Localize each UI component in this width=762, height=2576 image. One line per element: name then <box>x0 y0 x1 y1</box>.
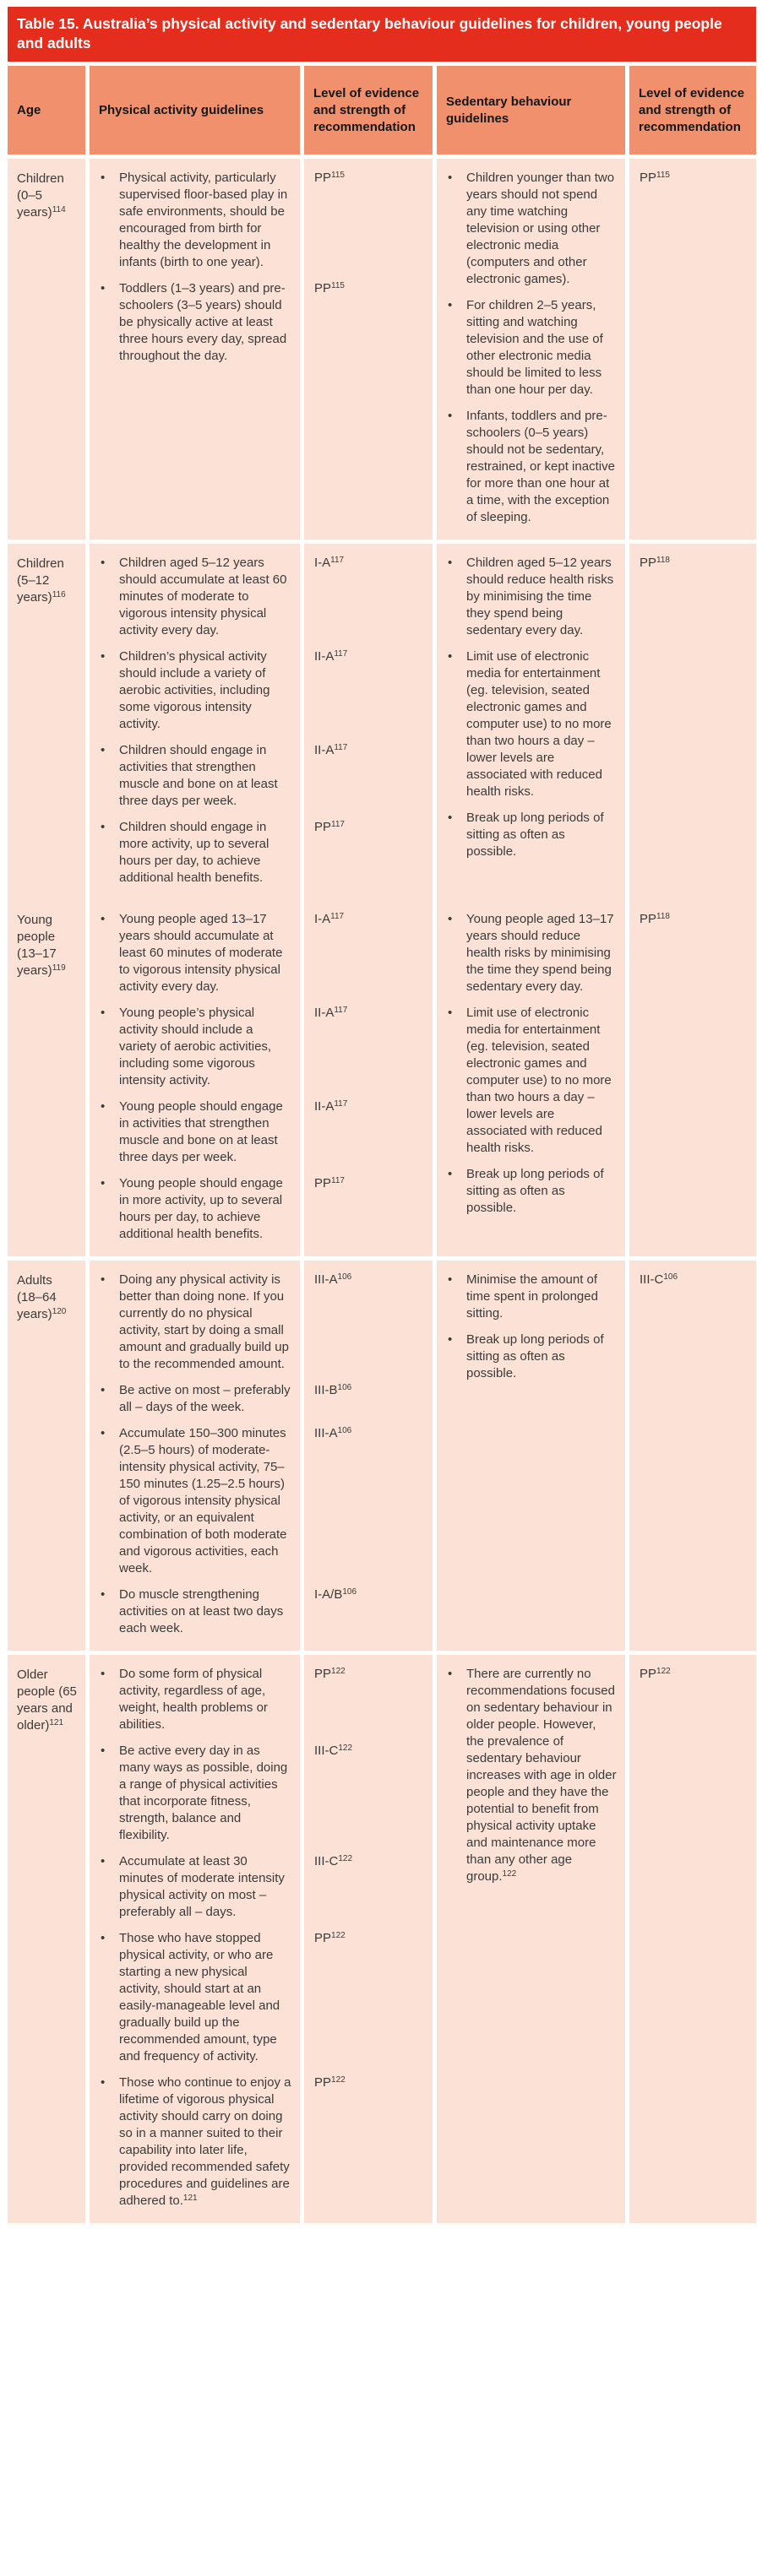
bullet-icon: • <box>448 556 453 570</box>
guideline-bullet <box>437 555 625 639</box>
sedentary-cell <box>437 544 756 900</box>
bullet-icon: • <box>101 1744 106 1758</box>
footnote-ref: 118 <box>656 556 670 565</box>
guideline-bullet <box>90 819 300 887</box>
footnote-ref: 122 <box>331 1667 346 1676</box>
footnote-ref: 120 <box>52 1307 67 1316</box>
bullet-icon: • <box>448 1006 453 1020</box>
evidence-label: PP$^{117}$ <box>314 1176 345 1190</box>
guideline-text: Break up long periods of sitting as often as possible. <box>466 1167 604 1215</box>
footnote-ref: 122 <box>502 1869 517 1879</box>
footnote-ref: 115 <box>331 281 345 290</box>
guideline-text: Infants, toddlers and pre-schoolers (0–5 years) should not be sedentary, restrained, or kept inactive for more than one hour at a time, with the exception of sleeping. <box>466 409 615 524</box>
guideline-bullet <box>437 170 625 288</box>
footnote-ref: 119 <box>52 963 66 973</box>
bullet-icon: • <box>101 1176 106 1190</box>
guideline-text: Toddlers (1–3 years) and pre-schoolers (3–5 years) should be physically active at least three hours every day, spread throughout the day. <box>119 281 287 363</box>
column-header-physical-activity: Physical activity guidelines <box>90 66 300 155</box>
footnote-ref: 106 <box>663 1272 678 1282</box>
guideline-text: There are currently no recommendations focused on sedentary behaviour in older people. However, the prevalence of sedentary behaviour increases with age in older people and they have the potential to benefit from physical activity uptake and maintenance more than any other age group.$^{122}$ <box>466 1667 617 1884</box>
guideline-text: Young people aged 13–17 years should accumulate at least 60 minutes of moderate to vigorous intensity physical activity every day. <box>119 912 283 994</box>
guideline-text: Children should engage in activities that strengthen muscle and bone on at least three days per week. <box>119 743 278 808</box>
table-title: Table 15. Australia’s physical activity and sedentary behaviour guidelines for children, young people and adults <box>8 7 756 62</box>
guideline-text: Accumulate at least 30 minutes of moderate intensity physical activity on most – preferably all – days. <box>119 1854 285 1919</box>
guideline-bullet <box>437 1166 625 1217</box>
evidence-label: III-$C^{106}$ <box>640 1272 678 1287</box>
evidence-label: III-$B^{106}$ <box>314 1383 352 1397</box>
footnote-ref: 122 <box>331 1931 346 1940</box>
sedentary-cell <box>437 1261 756 1651</box>
guideline-bullet <box>437 911 625 995</box>
physical-activity-cell <box>90 544 433 900</box>
footnote-ref: 106 <box>342 1587 357 1597</box>
evidence-label: $I-A^{117}$ <box>314 912 345 926</box>
footnote-ref: 117 <box>334 1006 348 1015</box>
column-header-evidence-pa: Level of evidence and strength of recommendation <box>304 66 433 155</box>
footnote-ref: 117 <box>331 1176 345 1185</box>
guideline-text: Break up long periods of sitting as often as possible. <box>466 1332 604 1380</box>
footnote-ref: 122 <box>338 1854 353 1863</box>
bullet-icon: • <box>101 1854 106 1868</box>
bullet-icon: • <box>448 409 453 423</box>
guideline-text: Those who continue to enjoy a lifetime of vigorous physical activity should carry on doing so in a manner suited to their capability into later life, provided recommended safety procedures and guidelines are adhered to.$^{121}$ <box>119 2075 291 2208</box>
age-cell <box>8 900 85 1256</box>
guideline-text: Those who have stopped physical activity, or who are starting a new physical activity, should start at an easily-manageable level and gradually build up the recommended amount, type and frequency of activity. <box>119 1931 280 2064</box>
bullet-icon: • <box>101 1006 106 1020</box>
evidence-label: PP$^{118}$ <box>640 556 670 570</box>
bullet-icon: • <box>101 1931 106 1945</box>
evidence-label: PP$^{122}$ <box>314 1931 346 1945</box>
evidence-label: PP$^{115}$ <box>640 171 670 185</box>
footnote-ref: 117 <box>330 556 345 565</box>
footnote-ref: 117 <box>331 820 345 829</box>
guideline-bullet <box>437 810 625 860</box>
guideline-bullet <box>90 2074 300 2210</box>
age-cell <box>8 544 85 900</box>
table-row-3 <box>8 1261 756 1651</box>
sedentary-cell <box>437 159 756 540</box>
evidence-label: PP$^{117}$ <box>314 820 345 834</box>
guideline-bullet <box>90 1382 300 1416</box>
age-label: Adults (18–64 years)$^{120}$ <box>17 1273 67 1321</box>
evidence-label: $II-A^{117}$ <box>314 1006 348 1020</box>
table-row-0 <box>8 159 756 540</box>
guideline-text: Limit use of electronic media for entertainment (eg. television, seated electronic games and computer use) to no more than two hours a day – lower levels are associated with reduced health risks. <box>466 1006 612 1155</box>
bullet-icon: • <box>101 1426 106 1440</box>
bullet-icon: • <box>101 1587 106 1602</box>
footnote-ref: 114 <box>52 205 66 214</box>
evidence-label: PP$^{115}$ <box>314 281 345 296</box>
footnote-ref: 122 <box>331 2075 346 2085</box>
bullet-icon: • <box>101 649 106 664</box>
age-label: Children (0–5 years)$^{114}$ <box>17 171 66 220</box>
table-header-row <box>8 66 756 155</box>
physical-activity-cell <box>90 900 433 1256</box>
guideline-bullet <box>437 1666 625 1885</box>
evidence-label: III-$C^{122}$ <box>314 1744 353 1758</box>
evidence-label: $II-A^{117}$ <box>314 649 348 664</box>
guideline-bullet <box>90 1930 300 2065</box>
age-label: Older people (65 years and older)$^{121}$ <box>17 1668 77 1733</box>
bullet-icon: • <box>101 1099 106 1114</box>
footnote-ref: 116 <box>52 590 66 599</box>
guideline-bullet <box>90 648 300 733</box>
guideline-bullet <box>90 1743 300 1844</box>
guideline-bullet <box>90 555 300 639</box>
guideline-text: Young people aged 13–17 years should reduce health risks by minimising the time they spend being sedentary every day. <box>466 912 614 994</box>
guideline-bullet <box>90 170 300 271</box>
bullet-icon: • <box>448 1272 453 1287</box>
age-label: Children (5–12 years)$^{116}$ <box>17 556 66 605</box>
guideline-text: Children aged 5–12 years should reduce health risks by minimising the time they spend being sedentary every day. <box>466 556 614 637</box>
bullet-icon: • <box>448 912 453 926</box>
guideline-text: Be active every day in as many ways as possible, doing a range of physical activities that incorporate fitness, strength, balance and flexibility. <box>119 1744 288 1842</box>
evidence-label: $II-A^{117}$ <box>314 1099 348 1114</box>
physical-activity-cell <box>90 1261 433 1651</box>
guideline-bullet <box>437 1272 625 1322</box>
bullet-icon: • <box>101 171 106 185</box>
guideline-bullet <box>90 280 300 365</box>
evidence-label: PP$^{122}$ <box>640 1667 671 1681</box>
guideline-bullet <box>90 1425 300 1577</box>
bullet-icon: • <box>101 2075 106 2090</box>
guideline-text: Doing any physical activity is better than doing none. If you currently do no physical activity, start by doing a small amount and gradually build up to the recommended amount. <box>119 1272 289 1371</box>
evidence-label: PP$^{115}$ <box>314 171 345 185</box>
footnote-ref: 115 <box>656 171 670 180</box>
bullet-icon: • <box>101 1667 106 1681</box>
age-cell <box>8 1261 85 1651</box>
bullet-icon: • <box>448 649 453 664</box>
age-label: Young people (13–17 years)$^{119}$ <box>17 913 66 978</box>
sedentary-cell <box>437 900 756 1256</box>
guideline-text: Children younger than two years should not spend any time watching television or using other electronic media (computers and other electronic games). <box>466 171 615 286</box>
physical-activity-cell <box>90 1655 433 2223</box>
footnote-ref: 117 <box>334 743 348 752</box>
column-header-evidence-sed: Level of evidence and strength of recommendation <box>629 66 756 155</box>
guideline-text: Minimise the amount of time spent in prolonged sitting. <box>466 1272 598 1321</box>
guideline-text: Young people should engage in more activity, up to several hours per day, to achieve additional health benefits. <box>119 1176 283 1241</box>
guideline-text: Young people’s physical activity should include a variety of aerobic activities, including some vigorous intensity activity. <box>119 1006 272 1087</box>
bullet-icon: • <box>101 1383 106 1397</box>
bullet-icon: • <box>448 811 453 825</box>
guideline-bullet <box>90 1586 300 1637</box>
guideline-text: Do some form of physical activity, regardless of age, weight, health problems or abilities. <box>119 1667 268 1732</box>
footnote-ref: 106 <box>337 1272 352 1282</box>
bullet-icon: • <box>448 1167 453 1181</box>
evidence-label: PP$^{118}$ <box>640 912 670 926</box>
footnote-ref: 121 <box>49 1718 64 1727</box>
bullet-icon: • <box>101 912 106 926</box>
guideline-text: Do muscle strengthening activities on at least two days each week. <box>119 1587 284 1635</box>
footnote-ref: 117 <box>330 912 345 921</box>
evidence-label: PP$^{122}$ <box>314 1667 346 1681</box>
guideline-bullet <box>90 1005 300 1089</box>
guidelines-table <box>8 7 756 2223</box>
physical-activity-cell <box>90 159 433 540</box>
evidence-label: III-$A^{106}$ <box>314 1272 352 1287</box>
guideline-bullet <box>90 742 300 810</box>
footnote-ref: 121 <box>182 2194 198 2203</box>
guideline-bullet <box>90 1272 300 1373</box>
bullet-icon: • <box>101 1272 106 1287</box>
sedentary-cell <box>437 1655 756 2223</box>
bullet-icon: • <box>448 298 453 312</box>
footnote-ref: 118 <box>656 912 670 921</box>
guideline-bullet <box>90 1666 300 1733</box>
guideline-text: Young people should engage in activities that strengthen muscle and bone on at least three days per week. <box>119 1099 283 1164</box>
guideline-text: Children should engage in more activity, up to several hours per day, to achieve additional health benefits. <box>119 820 269 885</box>
evidence-label: III-$A^{106}$ <box>314 1426 352 1440</box>
bullet-icon: • <box>448 1667 453 1681</box>
bullet-icon: • <box>101 556 106 570</box>
guideline-bullet <box>90 1098 300 1166</box>
guideline-text: Children’s physical activity should include a variety of aerobic activities, including some vigorous intensity activity. <box>119 649 270 731</box>
column-header-age: Age <box>8 66 85 155</box>
bullet-icon: • <box>101 281 106 296</box>
guideline-bullet <box>437 297 625 399</box>
footnote-ref: 106 <box>337 1426 352 1435</box>
guideline-text: Children aged 5–12 years should accumulate at least 60 minutes of moderate to vigorous intensity physical activity every day. <box>119 556 287 637</box>
footnote-ref: 117 <box>334 649 348 659</box>
guideline-bullet <box>437 1331 625 1382</box>
table-row-4 <box>8 1655 756 2223</box>
guideline-bullet <box>437 648 625 800</box>
table-body <box>8 159 756 2223</box>
evidence-label: III-$C^{122}$ <box>314 1854 353 1868</box>
guideline-text: Be active on most – preferably all – days of the week. <box>119 1383 291 1414</box>
guideline-text: Limit use of electronic media for entertainment (eg. television, seated electronic games and computer use) to no more than two hours a day – lower levels are associated with reduced health risks. <box>466 649 612 799</box>
footnote-ref: 122 <box>338 1744 353 1753</box>
guideline-text: Physical activity, particularly supervised floor-based play in safe environments, should be encouraged from birth for healthy the development in infants (birth to one year). <box>119 171 288 269</box>
evidence-label: $II-A^{117}$ <box>314 743 348 757</box>
guideline-text: Break up long periods of sitting as often as possible. <box>466 811 604 859</box>
footnote-ref: 115 <box>331 171 345 180</box>
guideline-bullet <box>437 1005 625 1157</box>
guideline-bullet <box>437 408 625 526</box>
footnote-ref: 117 <box>334 1099 348 1109</box>
evidence-label: $I-A/B^{106}$ <box>314 1587 357 1602</box>
table-row-2 <box>8 900 756 1256</box>
bullet-icon: • <box>101 743 106 757</box>
bullet-icon: • <box>101 820 106 834</box>
evidence-label: PP$^{122}$ <box>314 2075 346 2090</box>
footnote-ref: 106 <box>337 1383 352 1392</box>
guideline-text: Accumulate 150–300 minutes (2.5–5 hours) of moderate-intensity physical activity, 75–150 minutes (1.25–2.5 hours) of vigorous intensity physical activity, or an equivalent combination of both moderate and vigorous activities, each week. <box>119 1426 287 1575</box>
table-row-1 <box>8 544 756 900</box>
guideline-bullet <box>90 1853 300 1921</box>
footnote-ref: 122 <box>656 1667 671 1676</box>
evidence-label: $I-A^{117}$ <box>314 556 345 570</box>
bullet-icon: • <box>448 171 453 185</box>
guideline-bullet <box>90 911 300 995</box>
column-header-sedentary: Sedentary behaviour guidelines <box>437 66 625 155</box>
bullet-icon: • <box>448 1332 453 1347</box>
age-cell <box>8 159 85 540</box>
guideline-bullet <box>90 1175 300 1243</box>
guideline-text: For children 2–5 years, sitting and watching television and the use of other electronic media should be limited to less than one hour per day. <box>466 298 603 397</box>
age-cell <box>8 1655 85 2223</box>
